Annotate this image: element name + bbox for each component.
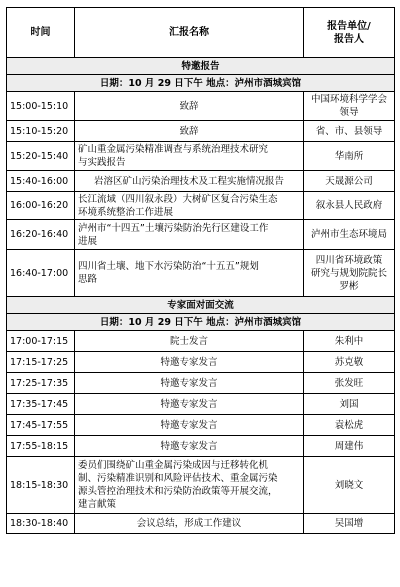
- title-cell: 致辞: [75, 121, 304, 142]
- table-row: [7, 171, 395, 192]
- title-cell: 岩溶区矿山污染治理技术及工程实施情况报告: [75, 171, 304, 192]
- table-row: [7, 142, 395, 171]
- section-1-title-row: [7, 58, 395, 75]
- time-cell: 17:25-17:35: [7, 373, 75, 394]
- time-cell: 15:20-15:40: [7, 142, 75, 171]
- section-2-date-row: [7, 314, 395, 331]
- reporter-cell: 泸州市生态环境局: [304, 220, 395, 250]
- table-row: [7, 352, 395, 373]
- table-row: [7, 457, 395, 514]
- table-header-row: [7, 8, 395, 58]
- time-cell: 17:45-17:55: [7, 415, 75, 436]
- reporter-cell: 朱利中: [304, 331, 395, 352]
- agenda-table: [6, 7, 395, 534]
- reporter-cell: 张发旺: [304, 373, 395, 394]
- table-row: [7, 436, 395, 457]
- table-row: [7, 250, 395, 297]
- reporter-cell: 华南所: [304, 142, 395, 171]
- time-cell: 18:15-18:30: [7, 457, 75, 514]
- title-cell: 院士发言: [75, 331, 304, 352]
- time-cell: 17:35-17:45: [7, 394, 75, 415]
- time-cell: 16:00-16:20: [7, 192, 75, 220]
- title-cell: 委员们围绕矿山重金属污染成因与迁移转化机 制、污染精准识别和风险评估技术、重金属污染 源头管控治理技术和污染防治政策等开展交流， 建言献策: [75, 457, 304, 514]
- title-cell: 致辞: [75, 92, 304, 121]
- title-cell: 特邀专家发言: [75, 352, 304, 373]
- time-cell: 17:55-18:15: [7, 436, 75, 457]
- reporter-cell: 刘晓文: [304, 457, 395, 514]
- table-row: [7, 373, 395, 394]
- time-cell: 18:30-18:40: [7, 514, 75, 534]
- title-cell: 矿山重金属污染精准调查与系统治理技术研究 与实践报告: [75, 142, 304, 171]
- title-cell: 特邀专家发言: [75, 415, 304, 436]
- time-cell: 15:40-16:00: [7, 171, 75, 192]
- header-time: 时间: [7, 8, 75, 58]
- time-cell: 16:40-17:00: [7, 250, 75, 297]
- reporter-cell: 刘国: [304, 394, 395, 415]
- table-row: [7, 394, 395, 415]
- table-row: [7, 220, 395, 250]
- title-cell: 泸州市“十四五”土壤污染防治先行区建设工作 进展: [75, 220, 304, 250]
- section-1-title: 特邀报告: [7, 58, 395, 75]
- header-reporter: 报告单位/ 报告人: [304, 8, 395, 58]
- time-cell: 16:20-16:40: [7, 220, 75, 250]
- table-row: [7, 331, 395, 352]
- title-cell: 特邀专家发言: [75, 373, 304, 394]
- reporter-cell: 天晟源公司: [304, 171, 395, 192]
- reporter-cell: 周建伟: [304, 436, 395, 457]
- table-row: [7, 192, 395, 220]
- table-row: [7, 415, 395, 436]
- reporter-cell: 省、市、县领导: [304, 121, 395, 142]
- section-2-title: 专家面对面交流: [7, 297, 395, 314]
- reporter-cell: 吴国增: [304, 514, 395, 534]
- time-cell: 15:00-15:10: [7, 92, 75, 121]
- reporter-cell: 四川省环境政策 研究与规划院院长 罗彬: [304, 250, 395, 297]
- section-1-date: 日期：10 月 29 日下午 地点：泸州市酒城宾馆: [7, 75, 395, 92]
- title-cell: 特邀专家发言: [75, 436, 304, 457]
- title-cell: 长江流域（四川叙永段）大树矿区复合污染生态 环境系统整治工作进展: [75, 192, 304, 220]
- section-1-date-row: [7, 75, 395, 92]
- table-row: [7, 121, 395, 142]
- title-cell: 特邀专家发言: [75, 394, 304, 415]
- table-row: [7, 92, 395, 121]
- title-cell: 四川省土壤、地下水污染防治“十五五”规划 思路: [75, 250, 304, 297]
- time-cell: 15:10-15:20: [7, 121, 75, 142]
- reporter-cell: 叙永县人民政府: [304, 192, 395, 220]
- title-cell: 会议总结，形成工作建议: [75, 514, 304, 534]
- table-row: [7, 514, 395, 534]
- time-cell: 17:15-17:25: [7, 352, 75, 373]
- time-cell: 17:00-17:15: [7, 331, 75, 352]
- reporter-cell: 苏克敬: [304, 352, 395, 373]
- reporter-cell: 袁松虎: [304, 415, 395, 436]
- section-2-date: 日期：10 月 29 日下午 地点：泸州市酒城宾馆: [7, 314, 395, 331]
- header-title: 汇报名称: [75, 8, 304, 58]
- section-2-title-row: [7, 297, 395, 314]
- reporter-cell: 中国环境科学学会 领导: [304, 92, 395, 121]
